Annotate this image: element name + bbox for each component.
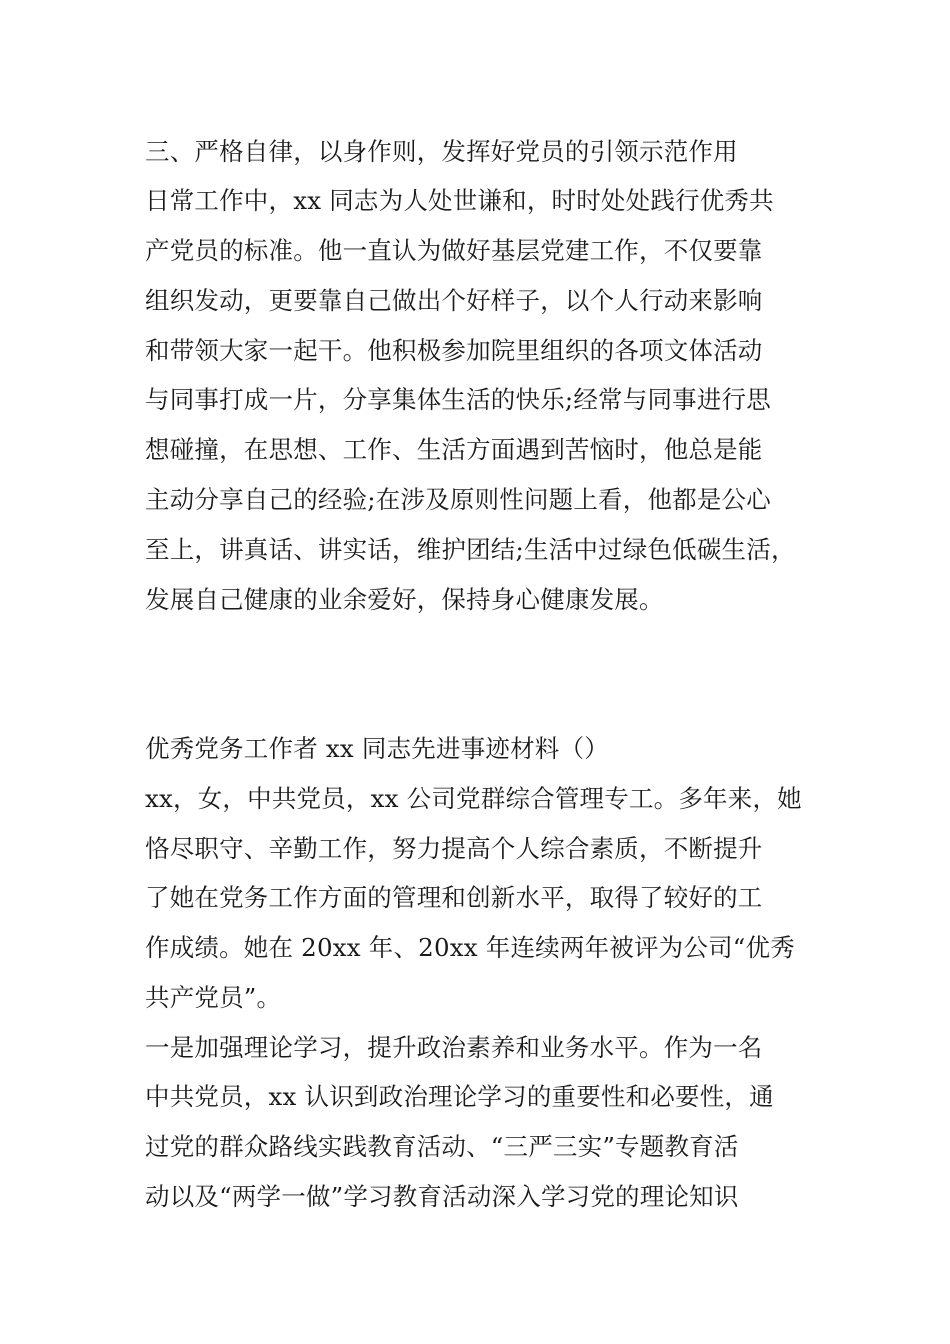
paragraph-line: 发展自己健康的业余爱好，保持身心健康发展。	[145, 585, 664, 614]
paragraph-line: 至上，讲真话、讲实话，维护团结;生活中过绿色低碳生活，	[145, 535, 796, 564]
paragraph-line: 和带领大家一起干。他积极参加院里组织的各项文体活动	[145, 336, 763, 365]
paragraph-line: 与同事打成一片，分享集体生活的快乐;经常与同事进行思	[145, 385, 771, 414]
paragraph-line: 共产党员”。	[145, 983, 282, 1012]
document-title: 优秀党务工作者 xx 同志先进事迹材料（）	[145, 734, 609, 763]
paragraph-line: 想碰撞，在思想、工作、生活方面遇到苦恼时，他总是能	[145, 435, 763, 464]
paragraph-line: 作成绩。她在 20xx 年、20xx 年连续两年被评为公司“优秀	[145, 933, 795, 962]
paragraph-line: 产党员的标准。他一直认为做好基层党建工作，不仅要靠	[145, 236, 763, 265]
paragraph-line: 中共党员，xx 认识到政治理论学习的重要性和必要性，通	[145, 1082, 774, 1111]
paragraph-line: 过党的群众路线实践教育活动、“三严三实”专题教育活	[145, 1132, 739, 1161]
paragraph-line: 恪尽职守、辛勤工作，努力提高个人综合素质，不断提升	[145, 834, 763, 863]
paragraph-line: xx，女，中共党员，xx 公司党群综合管理专工。多年来，她	[145, 784, 802, 813]
section-heading: 三、严格自律，以身作则，发挥好党员的引领示范作用	[145, 137, 738, 166]
paragraph-line: 日常工作中，xx 同志为人处世谦和，时时处处践行优秀共	[145, 186, 774, 215]
paragraph-line: 组织发动，更要靠自己做出个好样子，以个人行动来影响	[145, 286, 763, 315]
paragraph-line: 主动分享自己的经验;在涉及原则性问题上看，他都是公心	[145, 485, 771, 514]
paragraph-line: 了她在党务工作方面的管理和创新水平，取得了较好的工	[145, 883, 763, 912]
paragraph-line: 一是加强理论学习，提升政治素养和业务水平。作为一名	[145, 1033, 763, 1062]
paragraph-line: 动以及“两学一做”学习教育活动深入学习党的理论知识	[145, 1182, 739, 1211]
